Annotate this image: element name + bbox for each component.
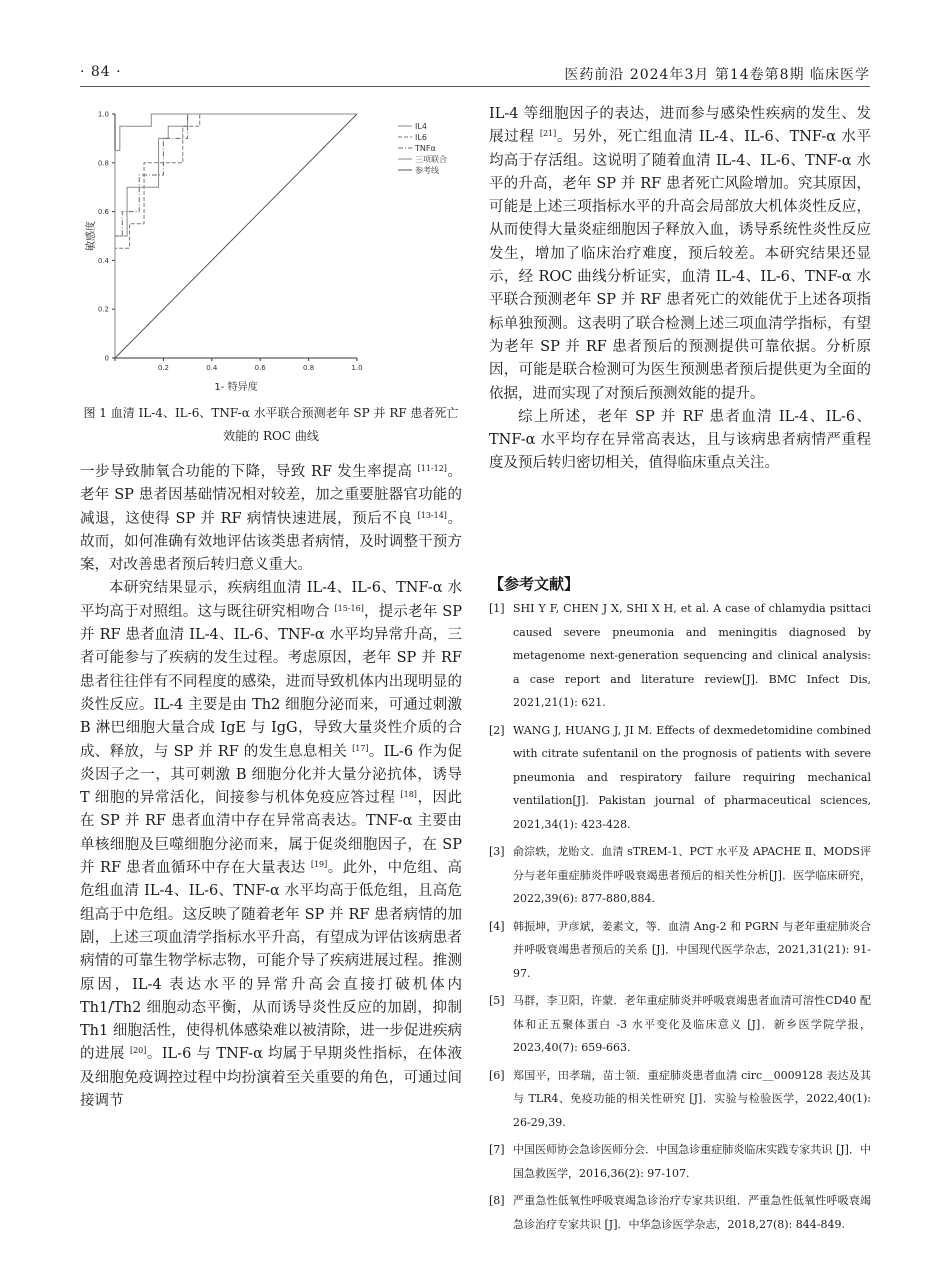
y-tick-label: 1.0 [97, 110, 109, 119]
reference-item [489, 597, 871, 715]
reference-text: 俞淙轶，龙贻文．血清 sTREM-1、PCT 水平及 APACHE Ⅱ、MODS评分与老年重症肺炎伴呼吸衰竭患者预后的相关性分析[J]．医学临床研究，2022,39(6): 877-880,884. [513, 845, 871, 905]
x-axis-label: 1- 特异度 [214, 382, 258, 393]
reference-number: [2] [489, 723, 505, 737]
y-tick-label: 0.4 [97, 256, 109, 265]
figure-caption-line1: 图 1 血清 IL-4、IL-6、TNF-α 水平联合预测老年 SP 并 RF 患者死亡 [83, 406, 459, 420]
references-heading: 【参考文献】 [489, 575, 580, 593]
reference-number: [3] [489, 845, 505, 858]
citation: [11-12] [417, 464, 447, 473]
reference-item [489, 1064, 871, 1135]
reference-item [489, 719, 871, 837]
reference-item [489, 840, 871, 911]
paragraph: 一步导致肺氧合功能的下降，导致 RF 发生率提高 [11-12]。老年 SP 患者因基础情况相对较差，加之重要脏器官功能的减退，这使得 SP 并 RF 病情快速进展，预后不良 [13-14]。故而，如何准确有效地评估该类患者病情，及时调整干预方案，对改善患者预后转归意义重大。 [80, 464, 462, 574]
legend-label: 参考线 [415, 166, 439, 175]
journal-info: 医药前沿 2024年3月 第14卷第8期 临床医学 [564, 67, 870, 83]
reference-item [489, 1189, 871, 1236]
reference-text: 郑国平，田孝瑞，苗士领．重症肺炎患者血清 circ＿0009128 表达及其与 TLR4、免疫功能的相关性研究 [J]．实验与检验医学，2022,40(1): 26-29,39. [513, 1068, 871, 1129]
legend-label: IL4 [415, 122, 427, 131]
reference-text: WANG J, HUANG J, JI M. Effects of dexmedetomidine combined with citrate sufentanil on the prognosis of patients with severe pneumonia and respiratory failure requiring mechanical ventilation[J]. Pakistan journal of pharmaceutical sciences, 2021,34(1): 423-428. [513, 723, 871, 831]
paragraph: 综上所述，老年 SP 并 RF 患者血清 IL-4、IL-6、TNF-α 水平均存在异常高表达，且与该病患者病情严重程度及预后转归密切相关，值得临床重点关注。 [489, 408, 871, 472]
citation: [13-14] [417, 510, 447, 520]
y-axis-label: 敏感度 [86, 221, 97, 251]
left-column-text [80, 461, 462, 1113]
figure-caption-line2: 效能的 ROC 曲线 [223, 429, 319, 443]
y-tick-label: 0.6 [97, 208, 109, 217]
citation: [18] [400, 790, 417, 800]
citation: [17] [352, 743, 369, 753]
citation: [21] [539, 129, 557, 139]
reference-number: [4] [489, 919, 505, 933]
reference-item [489, 915, 871, 986]
x-tick-label: 1.0 [351, 364, 363, 372]
reference-number: [5] [489, 994, 505, 1007]
reference-number: [7] [489, 1143, 505, 1156]
legend-label: 三项联合 [415, 155, 447, 164]
reference-text: 中国医师协会急诊医师分会．中国急诊重症肺炎临床实践专家共识 [J]．中国急救医学，2016,36(2): 97-107. [513, 1143, 871, 1180]
reference-number: [6] [489, 1068, 505, 1082]
x-tick-label: 0.8 [303, 364, 315, 372]
reference-text: 马群，李卫阳，许蒙．老年重症肺炎并呼吸衰竭患者血清可溶性CD40 配体和正五聚体蛋白 -3 水平变化及临床意义 [J]．新乡医学院学报，2023,40(7): 659-663. [513, 994, 871, 1054]
citation: [20] [129, 1046, 147, 1056]
right-column-text [489, 103, 871, 476]
references-list [489, 597, 871, 1240]
citation: [15-16] [334, 603, 364, 613]
paragraph: IL-4 等细胞因子的表达，进而参与感染性疾病的发生、发展过程 [21]。另外，死亡组血清 IL-4、IL-6、TNF-α 水平均高于存活组。这说明了随着血清 IL-4、IL-6、TNF-α 水平的升高，老年 SP 并 RF 患者死亡风险增加。究其原因，可能是上述三项指标水平的升高会局部放大机体炎性反应，从而使得大量炎症细胞因子释放入血，诱导系统性炎性反应发生，增加了临床治疗难度，预后较差。本研究结果还显示，经 ROC 曲线分析证实，血清 IL-4、IL-6、TNF-α 水平联合预测老年 SP 并 RF 患者死亡的效能优于上述各项指标单独预测。这表明了联合检测上述三项血清学指标，有望为老年 SP 并 RF 患者预后的预测提供可靠依据。分析原因，可能是联合检测可为医生预测患者预后提供更为全面的依据，进而实现了对预后预测效能的提升。 [489, 106, 872, 402]
page-number: · 84 · [80, 64, 122, 80]
legend-label: TNFα [415, 144, 436, 153]
y-tick-label: 0.2 [97, 305, 109, 314]
reference-number: [1] [489, 602, 505, 615]
figure-caption [80, 402, 462, 448]
y-tick-label: 0.8 [97, 159, 109, 168]
y-tick-label: 0 [104, 354, 109, 363]
reference-item [489, 989, 871, 1060]
roc-chart [80, 100, 462, 400]
x-tick-label: 0.4 [206, 364, 218, 372]
x-tick-label: 0.2 [157, 364, 169, 372]
reference-text: 严重急性低氧性呼吸衰竭急诊治疗专家共识组．严重急性低氧性呼吸衰竭急诊治疗专家共识 [J]．中华急诊医学杂志，2018,27(8): 844-849. [513, 1194, 871, 1231]
roc-series-line-4 [115, 114, 357, 358]
paragraph: 本研究结果显示，疾病组血清 IL-4、IL-6、TNF-α 水平均高于对照组。这与既往研究相吻合 [15-16]，提示老年 SP 并 RF 患者血清 IL-4、IL-6、TNF-α 水平均异常升高，三者可能参与了疾病的发生过程。考虑原因，老年 SP 并 RF 患者往往伴有不同程度的感染，进而导致机体内出现明显的炎性反应。IL-4 主要是由 Th2 细胞分泌而来，可通过刺激 B 淋巴细胞大量合成 IgE 与 IgG，导致大量炎性介质的合成、释放，与 SP 并 RF 的发生息息相关 [17]。IL-6 作为促炎因子之一，其可刺激 B 细胞分化并大量分泌抗体，诱导 T 细胞的异常活化，间接参与机体免疫应答过程 [18]，因此在 SP 并 RF 患者血清中存在异常高表达。TNF-α 主要由单核细胞及巨噬细胞分泌而来，属于促炎细胞因子，在 SP 并 RF 患者血循环中存在大量表达 [19]。此外，中危组、高危组血清 IL-4、IL-6、TNF-α 水平均高于低危组，且高危组高于中危组。这反映了随着老年 SP 并 RF 患者病情的加剧，上述三项血清学指标水平升高，有望成为评估该病患者病情的可靠生物学标志物，可能介导了疾病进展过程。推测原因，IL-4 表达水平的异常升高会直接打破机体内 Th1/Th2 细胞动态平衡，从而诱导炎性反应的加剧，抑制 Th1 细胞活性，使得机体感染难以被清除，进一步促进疾病的进展 [20]。IL-6 与 TNF-α 均属于早期炎性指标，在体液及细胞免疫调控过程中均扮演着至关重要的角色，可通过间接调节 [80, 580, 463, 1110]
page-header [80, 62, 870, 87]
citation: [19] [310, 860, 328, 870]
reference-text: 韩振坤，尹彦斌，姜素文，等．血清 Ang-2 和 PGRN 与老年重症肺炎合并呼吸衰竭患者预后的关系 [J]．中国现代医学杂志，2021,31(21): 91-97. [513, 919, 871, 980]
reference-item [489, 1138, 871, 1185]
legend-label: IL6 [415, 133, 427, 142]
x-tick-label: 0.6 [254, 364, 266, 372]
reference-number: [8] [489, 1194, 505, 1207]
reference-text: SHI Y F, CHEN J X, SHI X H, et al. A case of chlamydia psittaci caused severe pneumonia and meningitis diagnosed by metagenome next-generation sequencing and clinical analysis: a case report and literature review[J]. BMC Infect Dis, 2021,21(1): 621. [513, 602, 871, 709]
